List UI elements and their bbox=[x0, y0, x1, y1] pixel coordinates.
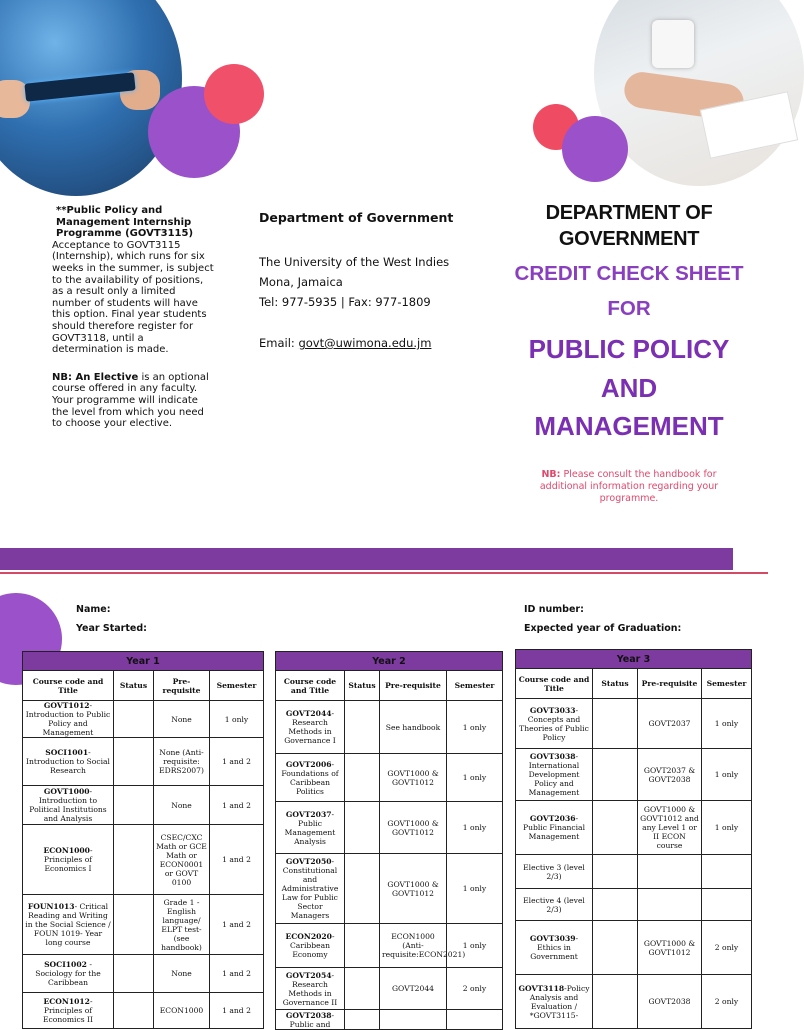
prereq-cell bbox=[638, 855, 702, 889]
internship-title: **Public Policy and Management Internship Programme (GOVT3115) bbox=[56, 205, 194, 240]
semester-cell: 1 only bbox=[447, 924, 503, 968]
col-prereq: Pre-requisite bbox=[154, 671, 210, 701]
table-row bbox=[516, 975, 752, 1029]
course-title: -Concepts and Theories of Public Policy bbox=[519, 705, 589, 742]
course-code: ECON2020 bbox=[285, 932, 332, 941]
hands-tablet-photo bbox=[0, 0, 182, 196]
course-cell bbox=[23, 701, 114, 738]
status-cell[interactable] bbox=[345, 854, 380, 924]
col-status: Status bbox=[114, 671, 154, 701]
course-code: FOUN1013 bbox=[27, 902, 75, 911]
phone-fax: Tel: 977-5935 | Fax: 977-1809 bbox=[259, 295, 431, 309]
semester-cell: 1 only bbox=[210, 701, 264, 738]
col-semester: Semester bbox=[447, 671, 503, 701]
status-cell[interactable] bbox=[345, 754, 380, 802]
course-cell bbox=[516, 749, 593, 801]
course-title: -Public and bbox=[289, 1010, 335, 1029]
handbook-note bbox=[498, 469, 760, 505]
department-title-line: GOVERNMENT bbox=[558, 228, 700, 250]
status-cell[interactable] bbox=[593, 889, 638, 921]
table-row bbox=[23, 701, 264, 738]
course-title: -Introduction to Social Research bbox=[26, 748, 110, 775]
prereq-cell: None (Anti-requisite: EDRS2007) bbox=[154, 738, 210, 786]
year-started-label: Year Started: bbox=[76, 623, 147, 634]
status-cell[interactable] bbox=[114, 825, 154, 895]
semester-cell: 1 only bbox=[702, 699, 752, 749]
email-link[interactable]: govt@uwimona.edu.jm bbox=[298, 336, 432, 350]
email-label: Email: bbox=[259, 336, 299, 350]
course-cell bbox=[516, 699, 593, 749]
semester-cell: 1 only bbox=[447, 854, 503, 924]
status-cell[interactable] bbox=[593, 921, 638, 975]
status-cell[interactable] bbox=[114, 895, 154, 955]
course-cell bbox=[516, 975, 593, 1029]
programme-title bbox=[498, 330, 760, 446]
red-divider-line bbox=[0, 572, 768, 574]
mug-shape bbox=[652, 20, 694, 68]
tablet-shape bbox=[24, 72, 135, 101]
status-cell[interactable] bbox=[114, 993, 154, 1029]
prereq-cell: See handbook bbox=[380, 701, 447, 754]
col-prereq: Pre-requisite bbox=[380, 671, 447, 701]
semester-cell: 1 and 2 bbox=[210, 993, 264, 1029]
semester-cell: 1 and 2 bbox=[210, 895, 264, 955]
course-code: GOVT1012 bbox=[43, 701, 90, 710]
year2-heading: Year 2 bbox=[276, 652, 503, 671]
status-cell[interactable] bbox=[593, 855, 638, 889]
table-row bbox=[23, 895, 264, 955]
prereq-cell: GOVT1000 & GOVT1012 and any Level 1 or II ECON course bbox=[638, 801, 702, 855]
semester-cell: 1 only bbox=[447, 754, 503, 802]
contact-panel bbox=[259, 252, 449, 353]
table-row bbox=[23, 738, 264, 786]
col-course: Course code and Title bbox=[276, 671, 345, 701]
course-cell bbox=[23, 993, 114, 1029]
university-location: Mona, Jamaica bbox=[259, 275, 343, 289]
prereq-cell: GOVT1000 & GOVT1012 bbox=[380, 802, 447, 854]
status-cell[interactable] bbox=[114, 955, 154, 993]
semester-cell bbox=[702, 855, 752, 889]
status-cell[interactable] bbox=[593, 749, 638, 801]
course-code: GOVT2050 bbox=[285, 857, 332, 866]
course-title: Elective 4 (level 2/3) bbox=[523, 895, 585, 914]
table-row bbox=[276, 924, 503, 968]
col-prereq: Pre-requisite bbox=[638, 669, 702, 699]
course-cell bbox=[516, 921, 593, 975]
prereq-cell: None bbox=[154, 955, 210, 993]
course-cell bbox=[516, 801, 593, 855]
prereq-cell: GOVT1000 & GOVT1012 bbox=[380, 854, 447, 924]
course-title: -Research Methods in Governance II bbox=[282, 970, 338, 1007]
prereq-cell: GOVT2037 bbox=[638, 699, 702, 749]
prereq-cell: None bbox=[154, 786, 210, 825]
course-cell bbox=[276, 1010, 345, 1030]
course-title: - Sociology for the Caribbean bbox=[35, 960, 101, 987]
course-code: ECON1000 bbox=[43, 846, 90, 855]
course-title: -Introduction to Public Policy and Management bbox=[25, 701, 111, 737]
purple-circle-decoration bbox=[562, 116, 628, 182]
prereq-cell: GOVT1000 & GOVT1012 bbox=[638, 921, 702, 975]
internship-body: Acceptance to GOVT3115 (Internship), which runs for six weeks in the summer, is subject to the availability of positions, as a result only a limited number of students will have this option. Final year students should therefore register for GOVT3118, until a determination is made. bbox=[52, 239, 214, 356]
elective-note bbox=[52, 372, 214, 430]
course-title: -Ethics in Government bbox=[530, 934, 579, 961]
course-cell bbox=[516, 889, 593, 921]
programme-title-line: MANAGEMENT bbox=[534, 411, 724, 441]
handbook-note-label: NB: bbox=[541, 468, 561, 480]
table-row bbox=[516, 889, 752, 921]
course-cell bbox=[23, 955, 114, 993]
col-status: Status bbox=[345, 671, 380, 701]
course-cell bbox=[23, 825, 114, 895]
red-circle-decoration bbox=[204, 64, 264, 124]
contact-title: Department of Government bbox=[259, 210, 454, 225]
course-cell bbox=[23, 786, 114, 825]
prereq-cell: GOVT2044 bbox=[380, 968, 447, 1010]
status-cell[interactable] bbox=[593, 975, 638, 1029]
prereq-cell: Grade 1 - English language/ ELPT test- (see handbook) bbox=[154, 895, 210, 955]
programme-title-line: PUBLIC POLICY bbox=[528, 334, 730, 364]
prereq-cell: GOVT2038 bbox=[638, 975, 702, 1029]
semester-cell: 1 and 2 bbox=[210, 738, 264, 786]
course-cell bbox=[516, 855, 593, 889]
course-cell bbox=[276, 968, 345, 1010]
course-title: -Constitutional and Administrative Law for Public Sector Managers bbox=[281, 857, 339, 920]
course-title: - Critical Reading and Writing in the Social Science / FOUN 1019- Year long course bbox=[25, 902, 111, 947]
programme-title-line: AND bbox=[600, 372, 658, 403]
course-title: -Public Financial Management bbox=[522, 814, 586, 841]
department-title bbox=[498, 200, 760, 252]
course-cell bbox=[23, 895, 114, 955]
prereq-cell: None bbox=[154, 701, 210, 738]
check-sheet-title bbox=[498, 256, 760, 326]
course-title: -Principles of Economics I bbox=[43, 846, 93, 873]
course-code: GOVT2036 bbox=[529, 814, 576, 823]
semester-cell: 1 only bbox=[702, 749, 752, 801]
status-cell[interactable] bbox=[345, 802, 380, 854]
prereq-cell bbox=[638, 889, 702, 921]
col-semester: Semester bbox=[702, 669, 752, 699]
col-semester: Semester bbox=[210, 671, 264, 701]
table-row bbox=[23, 955, 264, 993]
semester-cell: 2 only bbox=[702, 975, 752, 1029]
course-code: GOVT1000 bbox=[43, 787, 90, 796]
semester-cell: 2 only bbox=[702, 921, 752, 975]
course-title: -Caribbean Economy bbox=[289, 932, 335, 959]
prereq-cell: CSEC/CXC Math or GCE Math or ECON0001 or GOVT 0100 bbox=[154, 825, 210, 895]
table-row bbox=[276, 968, 503, 1010]
course-cell bbox=[276, 701, 345, 754]
semester-cell bbox=[447, 1010, 503, 1030]
year3-heading: Year 3 bbox=[516, 650, 752, 669]
status-cell[interactable] bbox=[593, 699, 638, 749]
prereq-cell: GOVT1000 & GOVT1012 bbox=[380, 754, 447, 802]
check-sheet-title-line: CREDIT CHECK SHEET bbox=[514, 262, 744, 285]
check-sheet-title-line: FOR bbox=[607, 297, 651, 320]
department-title-line: DEPARTMENT OF bbox=[545, 202, 713, 224]
status-cell[interactable] bbox=[345, 968, 380, 1010]
semester-cell: 1 only bbox=[447, 701, 503, 754]
course-code: GOVT2006 bbox=[285, 759, 332, 769]
prereq-cell: ECON1000 bbox=[154, 993, 210, 1029]
prereq-cell bbox=[380, 1010, 447, 1030]
course-cell bbox=[276, 802, 345, 854]
course-title: -Policy Analysis and Evaluation / *GOVT3115- bbox=[529, 983, 590, 1020]
course-code: ECON1012 bbox=[43, 997, 90, 1006]
course-code: GOVT2044 bbox=[285, 709, 332, 718]
course-code: GOVT2038 bbox=[285, 1010, 332, 1020]
course-title: -Research Methods in Governance I bbox=[284, 709, 336, 745]
semester-cell bbox=[702, 889, 752, 921]
semester-cell: 1 and 2 bbox=[210, 955, 264, 993]
year1-table bbox=[22, 651, 264, 1029]
elective-note-label: NB: An Elective bbox=[52, 371, 139, 383]
course-title: -Foundations of Caribbean Politics bbox=[281, 759, 339, 796]
year1-heading: Year 1 bbox=[23, 652, 264, 671]
col-course: Course code and Title bbox=[23, 671, 114, 701]
graduation-year-label: Expected year of Graduation: bbox=[524, 623, 682, 634]
status-cell[interactable] bbox=[345, 924, 380, 968]
course-cell bbox=[276, 754, 345, 802]
elective-note-body: is an optional course offered in any faculty. Your programme will indicate the level from which you need to choose your elective. bbox=[52, 371, 209, 430]
course-cell bbox=[276, 854, 345, 924]
semester-cell: 2 only bbox=[447, 968, 503, 1010]
table-row bbox=[276, 701, 503, 754]
table-row bbox=[276, 754, 503, 802]
course-title: -Public Management Analysis bbox=[284, 809, 336, 846]
name-label: Name: bbox=[76, 604, 111, 615]
status-cell[interactable] bbox=[345, 701, 380, 754]
table-row bbox=[516, 921, 752, 975]
course-cell bbox=[276, 924, 345, 968]
semester-cell: 1 only bbox=[447, 802, 503, 854]
table-row bbox=[23, 993, 264, 1029]
course-title: -Introduction to Political Institutions and Analysis bbox=[29, 787, 107, 823]
status-cell[interactable] bbox=[114, 701, 154, 738]
id-number-label: ID number: bbox=[524, 604, 584, 615]
table-row bbox=[516, 801, 752, 855]
semester-cell: 1 and 2 bbox=[210, 825, 264, 895]
prereq-cell: GOVT2037 & GOVT2038 bbox=[638, 749, 702, 801]
col-course: Course code and Title bbox=[516, 669, 593, 699]
table-row bbox=[516, 855, 752, 889]
course-code: GOVT3033 bbox=[529, 705, 576, 715]
course-code: SOCI1001 bbox=[45, 748, 89, 757]
status-cell[interactable] bbox=[114, 738, 154, 786]
university-name: The University of the West Indies bbox=[259, 255, 450, 269]
course-cell bbox=[23, 738, 114, 786]
email-row bbox=[259, 333, 449, 353]
table-row bbox=[276, 802, 503, 854]
purple-banner bbox=[0, 548, 733, 570]
course-code: GOVT3038 bbox=[529, 752, 576, 761]
course-code: GOVT2054 bbox=[285, 970, 332, 980]
handbook-note-text: Please consult the handbook for additional information regarding your programme. bbox=[539, 468, 719, 504]
course-title: -International Development Policy and Management bbox=[528, 752, 580, 797]
course-code: GOVT3039 bbox=[529, 934, 576, 943]
semester-cell: 1 and 2 bbox=[210, 786, 264, 825]
table-row bbox=[516, 749, 752, 801]
semester-cell: 1 only bbox=[702, 801, 752, 855]
table-row bbox=[276, 1010, 503, 1030]
status-cell[interactable] bbox=[593, 801, 638, 855]
year2-table bbox=[275, 651, 503, 1030]
col-status: Status bbox=[593, 669, 638, 699]
status-cell[interactable] bbox=[114, 786, 154, 825]
course-title: -Principles of Economics II bbox=[42, 997, 94, 1024]
status-cell[interactable] bbox=[345, 1010, 380, 1030]
table-row bbox=[516, 699, 752, 749]
table-row bbox=[23, 825, 264, 895]
year3-table bbox=[515, 649, 752, 1029]
course-code: SOCI1002 bbox=[44, 960, 87, 969]
prereq-cell: ECON1000 (Anti-requisite:ECON2021) bbox=[380, 924, 447, 968]
cover-panel bbox=[498, 200, 760, 505]
table-row bbox=[276, 854, 503, 924]
course-code: GOVT3118 bbox=[518, 983, 565, 993]
internship-info-panel bbox=[52, 205, 214, 430]
course-title: Elective 3 (level 2/3) bbox=[523, 862, 585, 881]
course-code: GOVT2037 bbox=[285, 809, 332, 819]
table-row bbox=[23, 786, 264, 825]
